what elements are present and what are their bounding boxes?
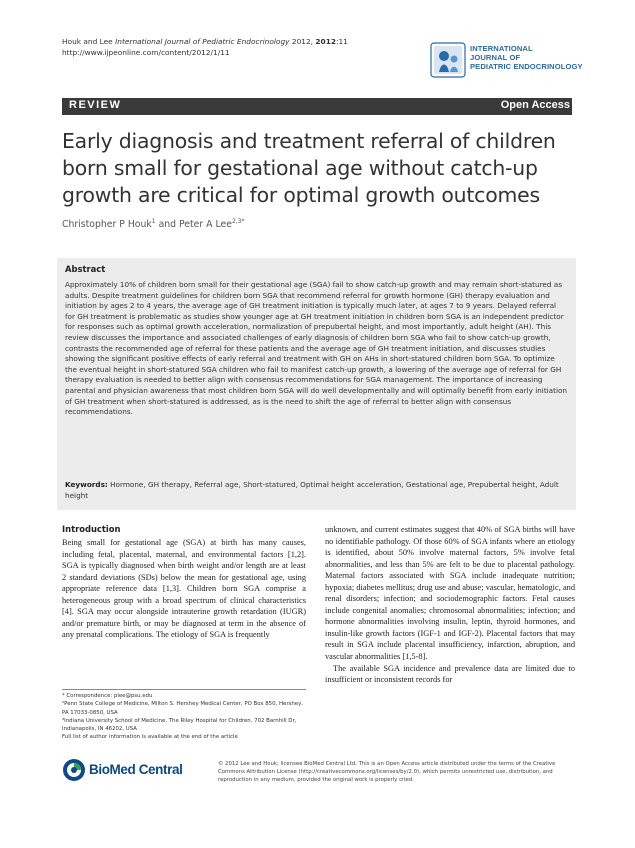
journal-logo-text [470,44,590,72]
bmc-name-part: Central [135,762,183,777]
journal-logo-icon [430,42,466,78]
body-paragraph: The available SGA incidence and prevalence data are limited due to insufficient or inconsistent records for [325,663,575,685]
keywords-list: Hormone, GH therapy, Referral age, Short-statured, Optimal height acceleration, Gestational age, Prepubertal height, Adult height [65,480,559,500]
citation-volume-year: 2012 [315,37,336,46]
license-notice: © 2012 Lee and Houk; licensee BioMed Central Ltd. This is an Open Access article distributed under the terms of the Creative Commons Attribution License (http://creativecommons.org/licenses/by/2.0), which permits unrestricted use, distribution, and reproduction in any medium, provided the original work is properly cited. [218,761,556,784]
keywords-label: Keywords: [65,480,108,489]
author-affiliation-sup: 2,3* [231,218,245,225]
citation-url-link[interactable]: http://www.ijpeonline.com/content/2012/1/11 [62,47,230,57]
abstract-box [57,258,576,510]
footnote-affiliation: ²Penn State College of Medicine, Milton S. Hershey Medical Center, PO Box 850, Hershey, PA 17033-0850, USA [62,701,304,716]
body-column-left [62,524,306,641]
journal-logo[interactable] [430,40,590,80]
biomed-central-logo[interactable] [62,758,192,784]
body-paragraph: Being small for gestational age (SGA) at birth has many causes, including fetal, placental, maternal, and environmental factors [1,2]. SGA is typically diagnosed when birth weight and/or length are at least 2 standard deviations (SDs) below the mean for gestational age, using appropriate reference data [1,3]. Children born SGA comprise a heterogeneous group with a broad spectrum of clinical characteristics [4]. SGA may occur alongside intrauterine growth retardation (IUGR) and/or premature birth, or may be diagnosed at term in the absence of any prenatal complications. The etiology of SGA is frequently [62,538,306,640]
author-separator: and [155,219,180,231]
journal-logo-line: JOURNAL OF [470,53,521,63]
citation-journal: International Journal of Pediatric Endocrinology [115,37,290,46]
article-type-bar [62,98,572,115]
footnote-note: Full list of author information is available at the end of the article [62,734,238,741]
bmc-name-part: BioMed [89,762,136,777]
footnote-correspondence[interactable]: * Correspondence: plee@psu.edu [62,693,153,699]
section-heading-introduction: Introduction [62,524,121,534]
footnote-affiliation: ³Indiana University School of Medicine, The Riley Hospital for Children, 702 Barnhill Dr, Indianapolis, IN 46202, USA [62,717,297,733]
biomed-central-logo-text [89,762,182,777]
journal-logo-line: PEDIATRIC ENDOCRINOLOGY [470,62,583,72]
article-type-label: REVIEW [69,99,122,111]
biomed-central-logo-icon [62,758,86,782]
footnotes [62,692,306,742]
citation-authors: Houk and Lee [62,37,113,46]
citation-issue: :11 [335,37,348,46]
author-name[interactable]: Peter A Lee [179,219,232,231]
abstract-text: Approximately 10% of children born small for their gestational age (SGA) fail to show catch-up growth and may remain short-statured as adults. Despite treatment guidelines for children born SGA that recommend referral for growth hormone (GH) therapy evaluation and initiation by ages 2 to 4 years, the average age of GH treatment initiation is typically much later, at ages 7 to 9 years. Delayed referral for GH treatment is problematic as studies show younger age at GH treatment initiation in children born SGA is an independent predictor for responses such as optimal growth acceleration, normalization of prepubertal height, and most importantly, adult height (AH). This review discusses the importance and associated challenges of early diagnosis of children born SGA who fail to show catch-up growth, contrasts the recommended age of referral for these patients and the average age of GH treatment initiation, and discusses studies showing the significant positive effects of early referral and treatment with GH on AHs in short-statured children born SGA. To optimize the eventual height in short-statured SGA children who fail to manifest catch-up growth, a lowering of the average age of referral for GH therapy evaluation is needed to better align with consensus recommendations for SGA management. The importance of increasing parental and physician awareness that most children born SGA will do well developmentally and will optimally benefit from early initiation of GH treatment when short-statured is addressed, as is the need to shift the age of referral to better align with consensus recommendations. [65,280,568,417]
author-affiliation-sup: 1 [151,218,156,225]
author-list [62,218,244,230]
open-access-badge: Open Access [500,99,570,111]
abstract-heading: Abstract [65,264,106,274]
footnote-divider [62,689,306,690]
keywords [65,480,568,501]
journal-logo-line: INTERNATIONAL [470,44,533,53]
body-column-right [325,524,575,686]
author-name[interactable]: Christopher P Houk [62,219,152,231]
article-title: Early diagnosis and treatment referral of children born small for gestational age without catch-up growth are critical for optimal growth outcomes [62,129,556,207]
citation-header [62,37,392,58]
citation-year: 2012, [291,37,314,46]
body-paragraph: unknown, and current estimates suggest that 40% of SGA births will have no identifiable pathology. Of those 60% of SGA infants where an etiology is identified, about 50% involve maternal factors, 5% involve fetal abnormalities, and less than 5% are felt to be due to placental pathology. Maternal factors associated with SGA include inadequate nutrition; hypoxia; diabetes mellitus; drug use and abuse; vascular, hematologic, and renal disorders; infection; and sociodemographic factors. Fetal causes include congenital anomalies; chromosomal abnormalities; infection; and hormone abnormalities involving insulin, leptin, thyroid hormones, and insulin-like growth factors (IGF-1 and IGF-2). Placental factors that may result in SGA include placental insufficiency, infarction, abruption, and vascular abnormalities [1,5-8]. [325,525,575,662]
